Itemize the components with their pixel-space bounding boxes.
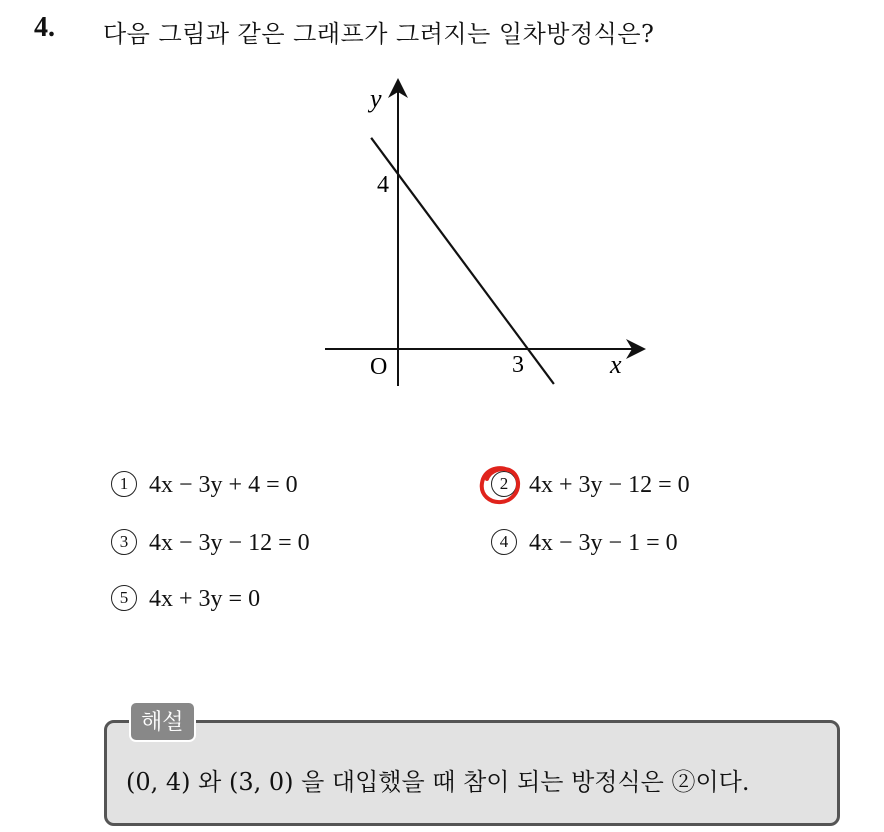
choice-marker: 2: [491, 471, 517, 497]
choice-marker: 3: [111, 529, 137, 555]
origin-label: O: [370, 354, 388, 380]
choice-equation: 4x + 3y = 0: [149, 586, 261, 612]
y-axis-label: y: [370, 84, 382, 113]
choice-4[interactable]: [491, 530, 678, 557]
choice-marker: 5: [111, 585, 137, 611]
question-text: 다음 그림과 같은 그래프가 그려지는 일차방정식은?: [103, 20, 655, 48]
choice-equation: 4x − 3y − 12 = 0: [149, 530, 310, 556]
choice-equation: 4x + 3y − 12 = 0: [529, 472, 690, 498]
choice-2[interactable]: [491, 472, 690, 499]
choice-marker: 4: [491, 529, 517, 555]
choice-equation: 4x − 3y + 4 = 0: [149, 472, 298, 498]
choice-5[interactable]: [111, 586, 260, 613]
choice-3[interactable]: [111, 530, 310, 557]
choice-equation: 4x − 3y − 1 = 0: [529, 530, 678, 556]
question-number: 4.: [34, 12, 55, 43]
y-intercept-label: 4: [377, 172, 389, 198]
choice-marker: 1: [111, 471, 137, 497]
x-axis-label: x: [610, 350, 622, 379]
solution-text: (0, 4) 와 (3, 0) 을 대입했을 때 참이 되는 방정식은 ②이다.: [126, 768, 750, 796]
x-intercept-label: 3: [512, 352, 524, 378]
choice-1[interactable]: [111, 472, 298, 499]
solution-label: 해설: [129, 701, 196, 742]
